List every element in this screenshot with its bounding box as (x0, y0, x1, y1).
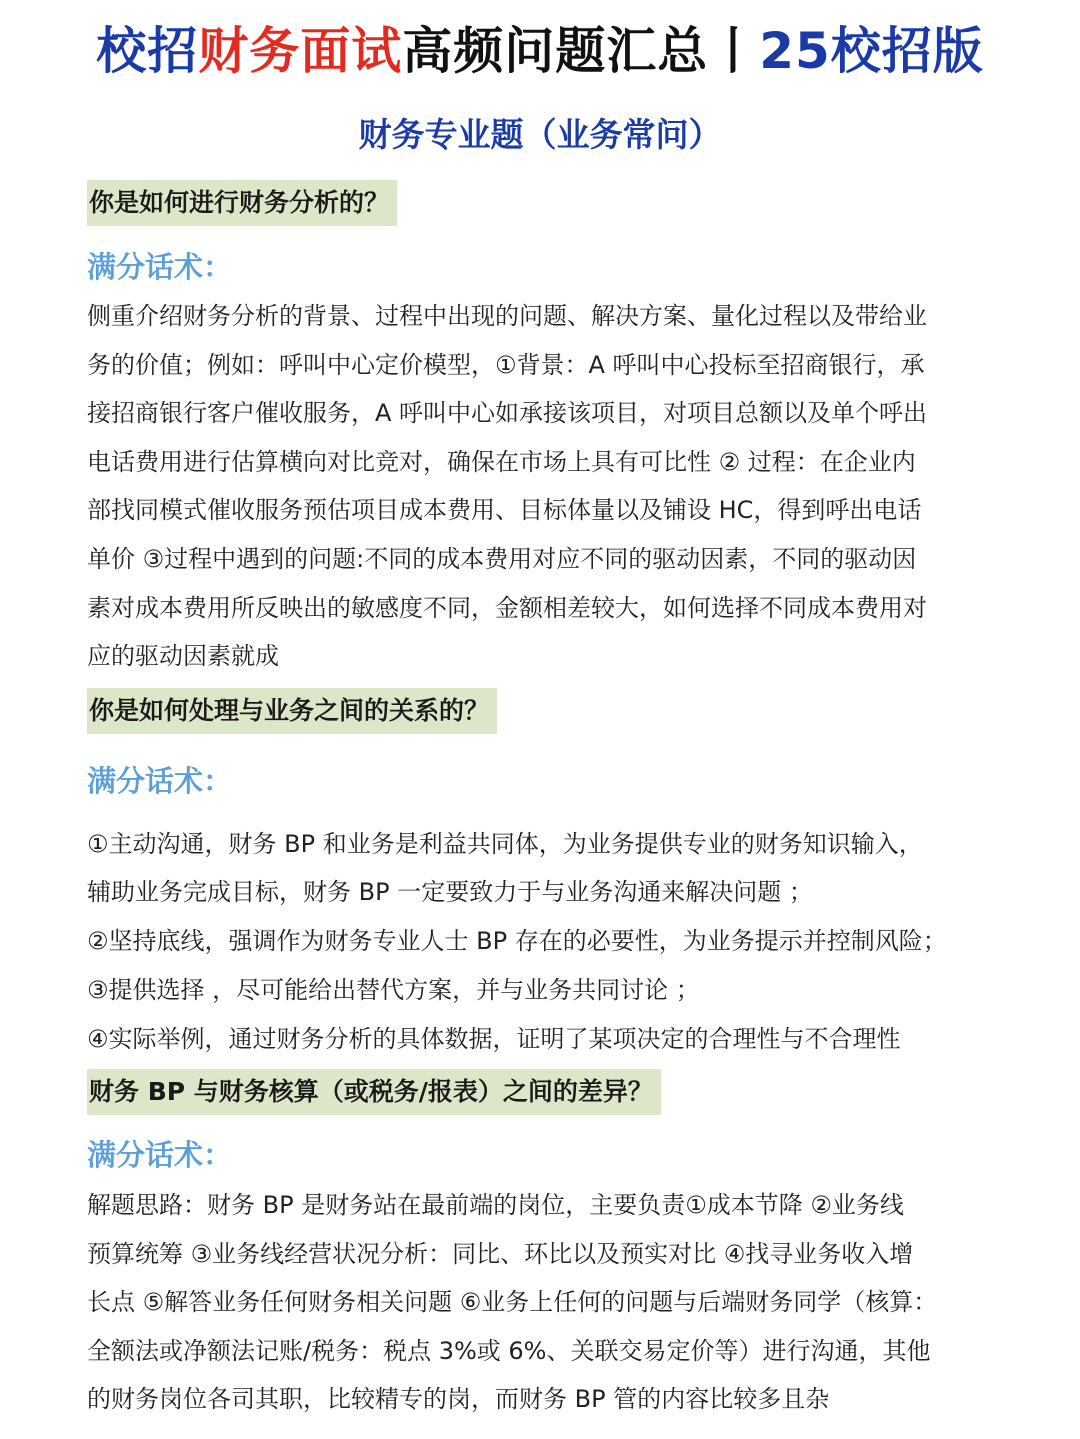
title-part-edition: 25校招版 (759, 22, 984, 80)
section-subtitle: 财务专业题（业务常问） (358, 115, 722, 154)
answer-label-1: 满分话术： (87, 250, 233, 284)
page-title (0, 18, 1080, 84)
answer-3-line: 的财务岗位各司其职，比较精专的岗，而财务 BP 管的内容比较多且杂 (87, 1385, 830, 1414)
answer-1-line: 部找同模式催收服务预估项目成本费用、目标体量以及铺设 HC，得到呼出电话 (87, 496, 922, 525)
answer-2-line: ④实际举例，通过财务分析的具体数据，证明了某项决定的合理性与不合理性 (87, 1025, 901, 1053)
answer-1-line: 务的价值；例如：呼叫中心定价模型，①背景：A 呼叫中心投标至招商银行，承 (87, 350, 925, 379)
answer-paragraph-1 (87, 292, 1012, 681)
answer-3-line: 长点 ⑤解答业务任何财务相关问题 ⑥业务上任何的问题与后端财务同学（核算： (87, 1288, 938, 1317)
answer-2-line: ③提供选择 ，尽可能给出替代方案，并与业务共同讨论 ； (87, 976, 700, 1004)
answer-1-line: 素对成本费用所反映出的敏感度不同，金额相差较大，如何选择不同成本费用对 (87, 593, 927, 622)
question-1: 你是如何进行财务分析的？ (87, 180, 397, 226)
answer-label-3: 满分话术： (87, 1138, 233, 1172)
title-part-school: 校招 (96, 22, 199, 80)
answer-paragraph-3 (87, 1181, 1012, 1424)
answer-1-line: 单价 ③过程中遇到的问题:不同的成本费用对应不同的驱动因素，不同的驱动因 (87, 544, 917, 573)
answer-1-line: 接招商银行客户催收服务，A 呼叫中心如承接该项目，对项目总额以及单个呼出 (87, 399, 928, 428)
answer-2-line: ②坚持底线，强调作为财务专业人士 BP 存在的必要性，为业务提示并控制风险； (87, 927, 947, 955)
answer-1-line: 应的驱动因素就成 (87, 642, 279, 671)
answer-3-line: 解题思路：财务 BP 是财务站在最前端的岗位，主要负责①成本节降 ②业务线 (87, 1191, 904, 1219)
title-part-finance-interview: 财务面试 (198, 22, 403, 80)
answer-label-2: 满分话术： (87, 764, 233, 798)
question-2: 你是如何处理与业务之间的关系的？ (87, 688, 497, 734)
title-part-summary: 高频问题汇总 (402, 22, 709, 80)
answer-3-line: 全额法或净额法记账/税务：税点 3%或 6%、关联交易定价等）进行沟通，其他 (87, 1336, 931, 1365)
question-3: 财务 BP 与财务核算（或税务/报表）之间的差异？ (87, 1069, 661, 1115)
answer-2-line: ①主动沟通，财务 BP 和业务是利益共同体，为业务提供专业的财务知识输入， (87, 830, 923, 858)
answer-1-line: 电话费用进行估算横向对比竞对，确保在市场上具有可比性 ② 过程：在企业内 (87, 447, 916, 476)
answer-2-line: 辅助业务完成目标，财务 BP 一定要致力于与业务沟通来解决问题 ； (87, 878, 813, 906)
answer-1-line: 侧重介绍财务分析的背景、过程中出现的问题、解决方案、量化过程以及带给业 (87, 302, 927, 330)
title-separator: 丨 (708, 22, 760, 80)
answer-3-line: 预算统筹 ③业务线经营状况分析：同比、环比以及预实对比 ④找寻业务收入增 (87, 1239, 914, 1268)
